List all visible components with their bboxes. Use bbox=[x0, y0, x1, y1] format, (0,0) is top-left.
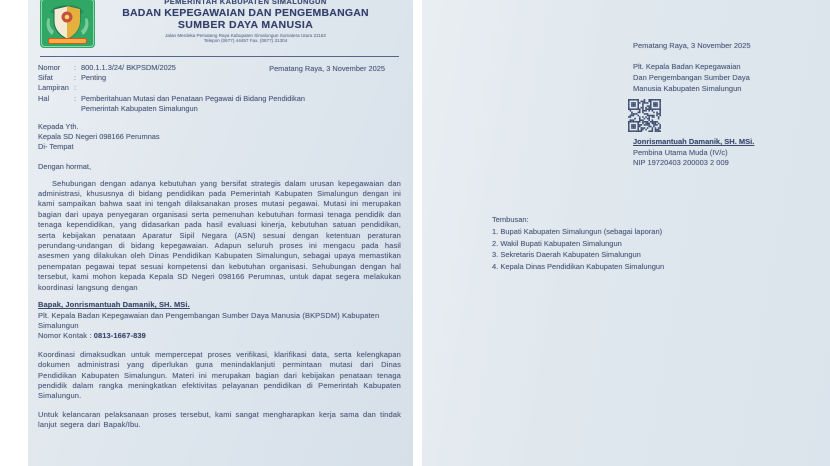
letter-meta bbox=[38, 63, 401, 114]
hal-label: Hal bbox=[38, 93, 50, 103]
contact-person-name: Bapak, Jonrismantuah Damanik, SH. MSi. bbox=[38, 300, 190, 310]
qr-code bbox=[628, 99, 661, 132]
salutation: Dengan hormat, bbox=[38, 161, 91, 171]
addressee-line3: Di- Tempat bbox=[38, 142, 74, 152]
addressee-line2: Kepala SD Negeri 098166 Perumnas bbox=[38, 132, 160, 142]
lampiran-label: Lampiran bbox=[38, 83, 69, 93]
letterhead-divider bbox=[40, 56, 399, 57]
signatory-title-line1: Plt. Kepala Badan Kepegawaian bbox=[633, 62, 741, 71]
tembusan-block bbox=[492, 215, 664, 272]
letterhead-phone: Telepon (0677) 44457 Fax. (0677) 31304 bbox=[203, 38, 288, 43]
sifat-label: Sifat bbox=[38, 73, 53, 83]
closing-paragraph: Untuk kelancaran pelaksanaan proses tersebut, kami sangat mengharapkan kerja sama dan tindak lanjut segera dari Bapak/Ibu. bbox=[38, 409, 401, 430]
signatory-rank: Pembina Utama Muda (IV/c) bbox=[633, 147, 728, 157]
signatory-identity-block bbox=[633, 137, 754, 169]
body-paragraph-2: Koordinasi dimaksudkan untuk mempercepat proses verifikasi, klarifikasi data, serta kelengkapan dokumen administrasi yang diperlukan guna menindaklanjuti permintaan mutasi dari Dinas Pendidikan Kabupaten Simalungun. Materi ini merupakan bagian dari kebijakan penataan tenaga pendidik dalam rangka meningkatkan efektivitas pelayanan pendidikan di Pemerintah Kabupaten Simalungun. bbox=[38, 349, 401, 401]
letter-date: Pematang Raya, 3 November 2025 bbox=[269, 64, 385, 73]
contact-person-title: Plt. Kepala Badan Kepegawaian dan Pengembangan Sumber Daya Manusia (BKPSDM) Kabupaten Simalungun bbox=[38, 310, 380, 330]
meta-row-sifat bbox=[38, 73, 401, 83]
letterhead bbox=[38, 0, 401, 54]
signatory-name: Jonrismantuah Damanik, SH. MSi. bbox=[633, 137, 755, 146]
letter-page-1 bbox=[28, 0, 413, 466]
body-paragraph-1: Sehubungan dengan adanya kebutuhan yang bersifat strategis dalam urusan kepegawaian dan administrasi, khususnya di bidang pendidikan pada Pemerintah Kabupaten Simalungun dengan ini kami sampaikan bahwa saat ini tengah dilaksanakan proses mutasi pegawai. Mutasi ini merupakan bagian dari upaya penyegaran organisasi serta pemenuhan kebutuhan formasi tenaga pendidik dan tenaga kependidikan, yang didasarkan pada hasil evaluasi kinerja, kebutuhan satuan pendidikan, serta kebijakan penataan Aparatur Sipil Negara (ASN) sesuai dengan ketentuan peraturan perundang-undangan di bidang kepegawaian. Adapun seluruh proses ini mengacu pada hasil asesmen yang dilakukan oleh Dinas Pendidikan Kabupaten Simalungun, sebagai upaya memastikan penempatan pegawai tepat sesuai kompetensi dan kebutuhan organisasi. Sehubungan dengan hal tersebut, kami mohon kepada Kepala SD Negeri 098166 Perumnas, untuk dapat segera melakukan koordinasi langsung dengan bbox=[38, 178, 401, 292]
signatory-title-line2: Dan Pengembangan Sumber Daya bbox=[633, 73, 750, 82]
meta-row-hal bbox=[38, 94, 401, 114]
colon: : bbox=[74, 73, 77, 83]
contact-phone-number: 0813-1667-839 bbox=[93, 331, 146, 341]
addressee-block bbox=[38, 122, 401, 153]
contact-phone-label: Nomor Kontak : bbox=[38, 331, 92, 341]
signatory-title-line3: Manusia Kabupaten Simalungun bbox=[633, 84, 742, 93]
signatory-nip: NIP 19720403 200003 2 009 bbox=[633, 158, 729, 167]
letter-page-2 bbox=[422, 0, 830, 466]
tembusan-label: Tembusan: bbox=[492, 215, 529, 224]
nomor-value: 800.1.1.3/24/ BKPSDM/2025 bbox=[81, 63, 176, 72]
sifat-value: Penting bbox=[81, 73, 107, 83]
letterhead-text bbox=[100, 0, 391, 43]
signatory-title-block bbox=[633, 61, 750, 94]
tembusan-item: 1. Bupati Kabupaten Simalungun (sebagai laporan) bbox=[492, 226, 663, 236]
contact-phone-row bbox=[38, 331, 401, 341]
agency-name-line1: BADAN KEPEGAWAIAN DAN PENGEMBANGAN bbox=[122, 7, 369, 19]
government-line: PEMERINTAH KABUPATEN SIMALUNGUN bbox=[164, 0, 327, 6]
contact-block bbox=[38, 300, 401, 342]
colon: : bbox=[74, 83, 77, 93]
agency-name-line2: SUMBER DAYA MANUSIA bbox=[177, 19, 314, 31]
colon: : bbox=[74, 63, 77, 72]
nomor-label: Nomor bbox=[38, 63, 61, 72]
letterhead-address: Jalan Merdeka Pematang Raya Kabupaten Simalungun Sumatera Utara 21162 bbox=[165, 33, 326, 38]
meta-row-lampiran bbox=[38, 83, 401, 93]
simalungun-crest-logo bbox=[40, 0, 95, 48]
colon: : bbox=[74, 93, 77, 103]
tembusan-item: 4. Kepala Dinas Pendidikan Kabupaten Simalungun bbox=[492, 262, 665, 272]
page1-content bbox=[28, 0, 413, 431]
tembusan-item: 3. Sekretaris Daerah Kabupaten Simalungun bbox=[492, 250, 641, 260]
addressee-line1: Kepada Yth. bbox=[38, 122, 79, 132]
signature-date: Pematang Raya, 3 November 2025 bbox=[633, 41, 751, 50]
hal-value: Pemberitahuan Mutasi dan Penataan Pegawai di Bidang Pendidikan Pemerintah Kabupaten Simalungun bbox=[81, 93, 305, 113]
tembusan-item: 2. Wakil Bupati Kabupaten Simalungun bbox=[492, 238, 622, 248]
